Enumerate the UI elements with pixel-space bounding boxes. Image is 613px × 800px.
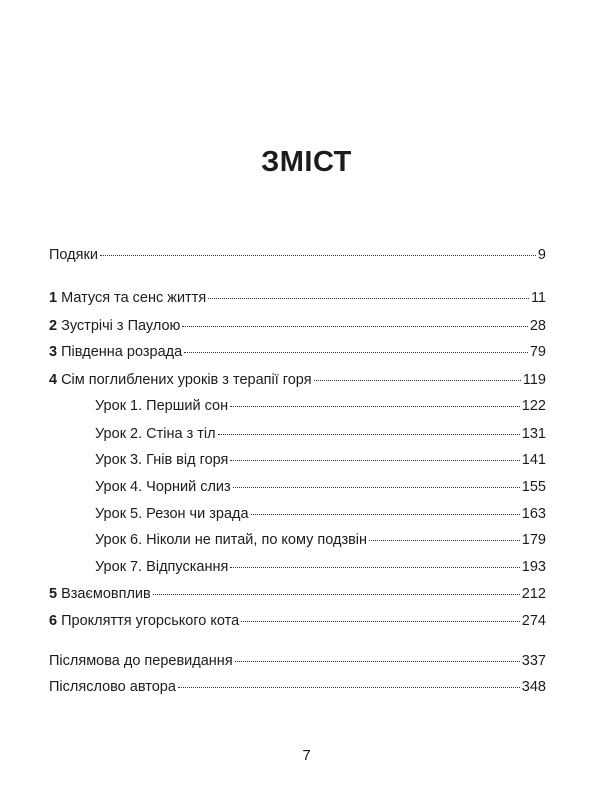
chapter-number: 1: [49, 290, 58, 306]
chapter-number: 3: [49, 344, 58, 360]
dot-leader: [208, 298, 529, 299]
page-title: ЗМІСТ: [261, 146, 352, 178]
toc-entry-title: Південна розрада: [61, 344, 183, 360]
dot-leader: [178, 687, 520, 688]
dot-leader: [100, 255, 536, 256]
toc-entry-label-group: [49, 316, 180, 336]
toc-entry-title: Зустрічі з Паулою: [61, 318, 181, 334]
toc-entry-label-group: [49, 370, 312, 390]
toc-page-number: 9: [537, 247, 546, 263]
toc-entry-label-group: [49, 288, 206, 308]
toc-subentry: [49, 530, 546, 550]
toc-entry-title: Урок 1. Перший сон: [95, 398, 229, 414]
toc-entry-title: Матуся та сенс життя: [61, 290, 207, 306]
toc-subentry: [49, 396, 546, 416]
toc-entry-title: Взаємовплив: [61, 586, 151, 602]
toc-entry-title: Післяслово автора: [49, 679, 176, 695]
toc-entry: [49, 342, 546, 362]
toc-subentry: [49, 557, 546, 577]
dot-leader: [233, 487, 520, 488]
toc-entry-title: Урок 2. Стіна з тіл: [95, 426, 216, 442]
toc-page-number: 155: [521, 479, 546, 495]
toc-subentry: [49, 424, 546, 444]
dot-leader: [218, 434, 520, 435]
dot-leader: [182, 326, 527, 327]
toc-page-number: 179: [521, 532, 546, 548]
toc-entry-label-group: [49, 611, 239, 631]
toc-page-number: 131: [521, 426, 546, 442]
dot-leader: [230, 460, 519, 461]
page-number: 7: [302, 747, 311, 764]
toc-page-number: 274: [521, 613, 546, 629]
toc-entry-title: Післямова до перевидання: [49, 653, 233, 669]
toc-page-number: 79: [529, 344, 546, 360]
toc-entry-label-group: [49, 424, 216, 444]
toc-entry-title: Урок 6. Ніколи не питай, по кому подзвін: [95, 532, 368, 548]
toc-entry: [49, 245, 546, 265]
dot-leader: [230, 567, 519, 568]
toc-entry-title: Урок 3. Гнів від горя: [95, 452, 229, 468]
toc-page-number: 11: [530, 290, 546, 306]
toc-entry-title: Урок 4. Чорний слиз: [95, 479, 231, 495]
toc-entry-label-group: [49, 584, 151, 604]
dot-leader: [314, 380, 521, 381]
toc-subentry: [49, 504, 546, 524]
toc-page-number: 122: [521, 398, 546, 414]
toc-entry: [49, 677, 546, 697]
dot-leader: [235, 661, 520, 662]
toc-entry-label-group: [49, 342, 182, 362]
toc-entry: [49, 651, 546, 671]
toc-subentry: [49, 450, 546, 470]
toc-page-number: 163: [521, 506, 546, 522]
toc-page-number: 141: [521, 452, 546, 468]
dot-leader: [230, 406, 520, 407]
dot-leader: [241, 621, 520, 622]
dot-leader: [369, 540, 520, 541]
toc-page-number: 119: [522, 372, 546, 388]
dot-leader: [251, 514, 520, 515]
toc-entry: [49, 584, 546, 604]
chapter-number: 4: [49, 372, 58, 388]
toc-entry-label-group: [49, 477, 231, 497]
toc-entry-label-group: [49, 677, 176, 697]
toc-page-number: 193: [521, 559, 546, 575]
toc-entry-title: Подяки: [49, 247, 98, 263]
toc-entry-label-group: [49, 396, 228, 416]
toc-page-number: 28: [529, 318, 546, 334]
toc-entry-label-group: [49, 245, 98, 265]
toc-subentry: [49, 477, 546, 497]
toc-entry: [49, 611, 546, 631]
dot-leader: [184, 352, 528, 353]
chapter-number: 2: [49, 318, 58, 334]
chapter-number: 6: [49, 613, 58, 629]
toc-page-number: 348: [521, 679, 546, 695]
toc-page-number: 337: [521, 653, 546, 669]
dot-leader: [153, 594, 520, 595]
toc-entry: [49, 370, 546, 390]
toc-entry-label-group: [49, 504, 249, 524]
toc-page-number: 212: [521, 586, 546, 602]
toc-entry-label-group: [49, 651, 233, 671]
toc-entry: [49, 316, 546, 336]
toc-entry-label-group: [49, 557, 228, 577]
toc-entry-title: Сім поглиблених уроків з терапії горя: [61, 372, 312, 388]
toc-entry-title: Прокляття угорського кота: [61, 613, 240, 629]
chapter-number: 5: [49, 586, 58, 602]
toc-entry-title: Урок 7. Відпускання: [95, 559, 229, 575]
toc-entry-title: Урок 5. Резон чи зрада: [95, 506, 249, 522]
toc-entry: [49, 288, 546, 308]
toc-entry-label-group: [49, 530, 367, 550]
toc-entry-label-group: [49, 450, 228, 470]
